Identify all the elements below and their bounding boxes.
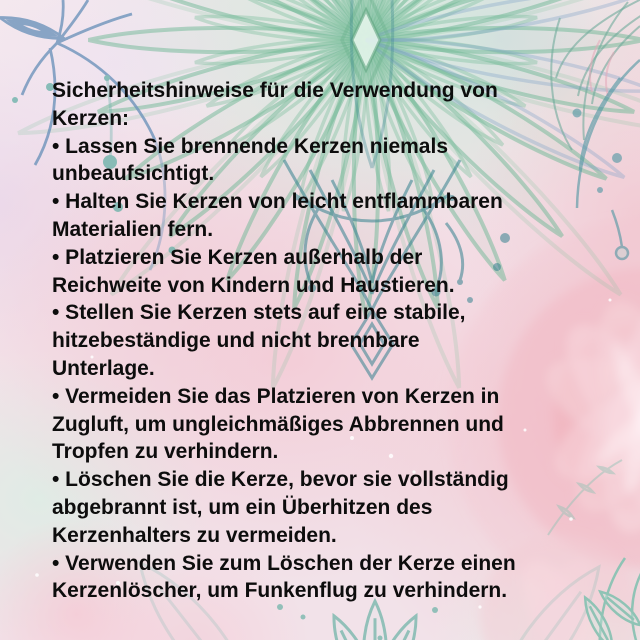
notice-bullets	[52, 133, 600, 606]
text-line: Kerzen:	[52, 106, 130, 130]
text-line: Kerzenlöscher, um Funkenflug zu verhindern.	[52, 579, 508, 603]
text-line: unbeaufsichtigt.	[52, 162, 215, 186]
text-line: • Platzieren Sie Kerzen außerhalb der	[52, 245, 423, 269]
text-line: Zugluft, um ungleichmäßiges Abbrennen und	[52, 412, 504, 436]
text-line: Unterlage.	[52, 356, 155, 380]
text-line: Sicherheitshinweise für die Verwendung von	[52, 79, 498, 102]
text-line: Reichweite von Kindern und Haustieren.	[52, 273, 455, 297]
text-line: Tropfen zu verhindern.	[52, 440, 279, 464]
safety-notice	[52, 77, 600, 605]
text-line: • Löschen Sie die Kerze, bevor sie vollständig	[52, 468, 509, 492]
text-line: • Verwenden Sie zum Löschen der Kerze einen	[52, 551, 516, 575]
text-line: • Vermeiden Sie das Platzieren von Kerzen in	[52, 384, 500, 408]
notice-heading	[52, 77, 600, 133]
text-line: • Lassen Sie brennende Kerzen niemals	[52, 134, 448, 158]
text-line: • Stellen Sie Kerzen stets auf eine stabile,	[52, 301, 466, 325]
text-line: Kerzenhalters zu vermeiden.	[52, 523, 337, 547]
text-line: Materialien fern.	[52, 217, 214, 241]
text-line: hitzebeständige und nicht brennbare	[52, 329, 420, 353]
text-line: abgebrannt ist, um ein Überhitzen des	[52, 495, 433, 519]
text-line: • Halten Sie Kerzen von leicht entflammbaren	[52, 190, 503, 214]
